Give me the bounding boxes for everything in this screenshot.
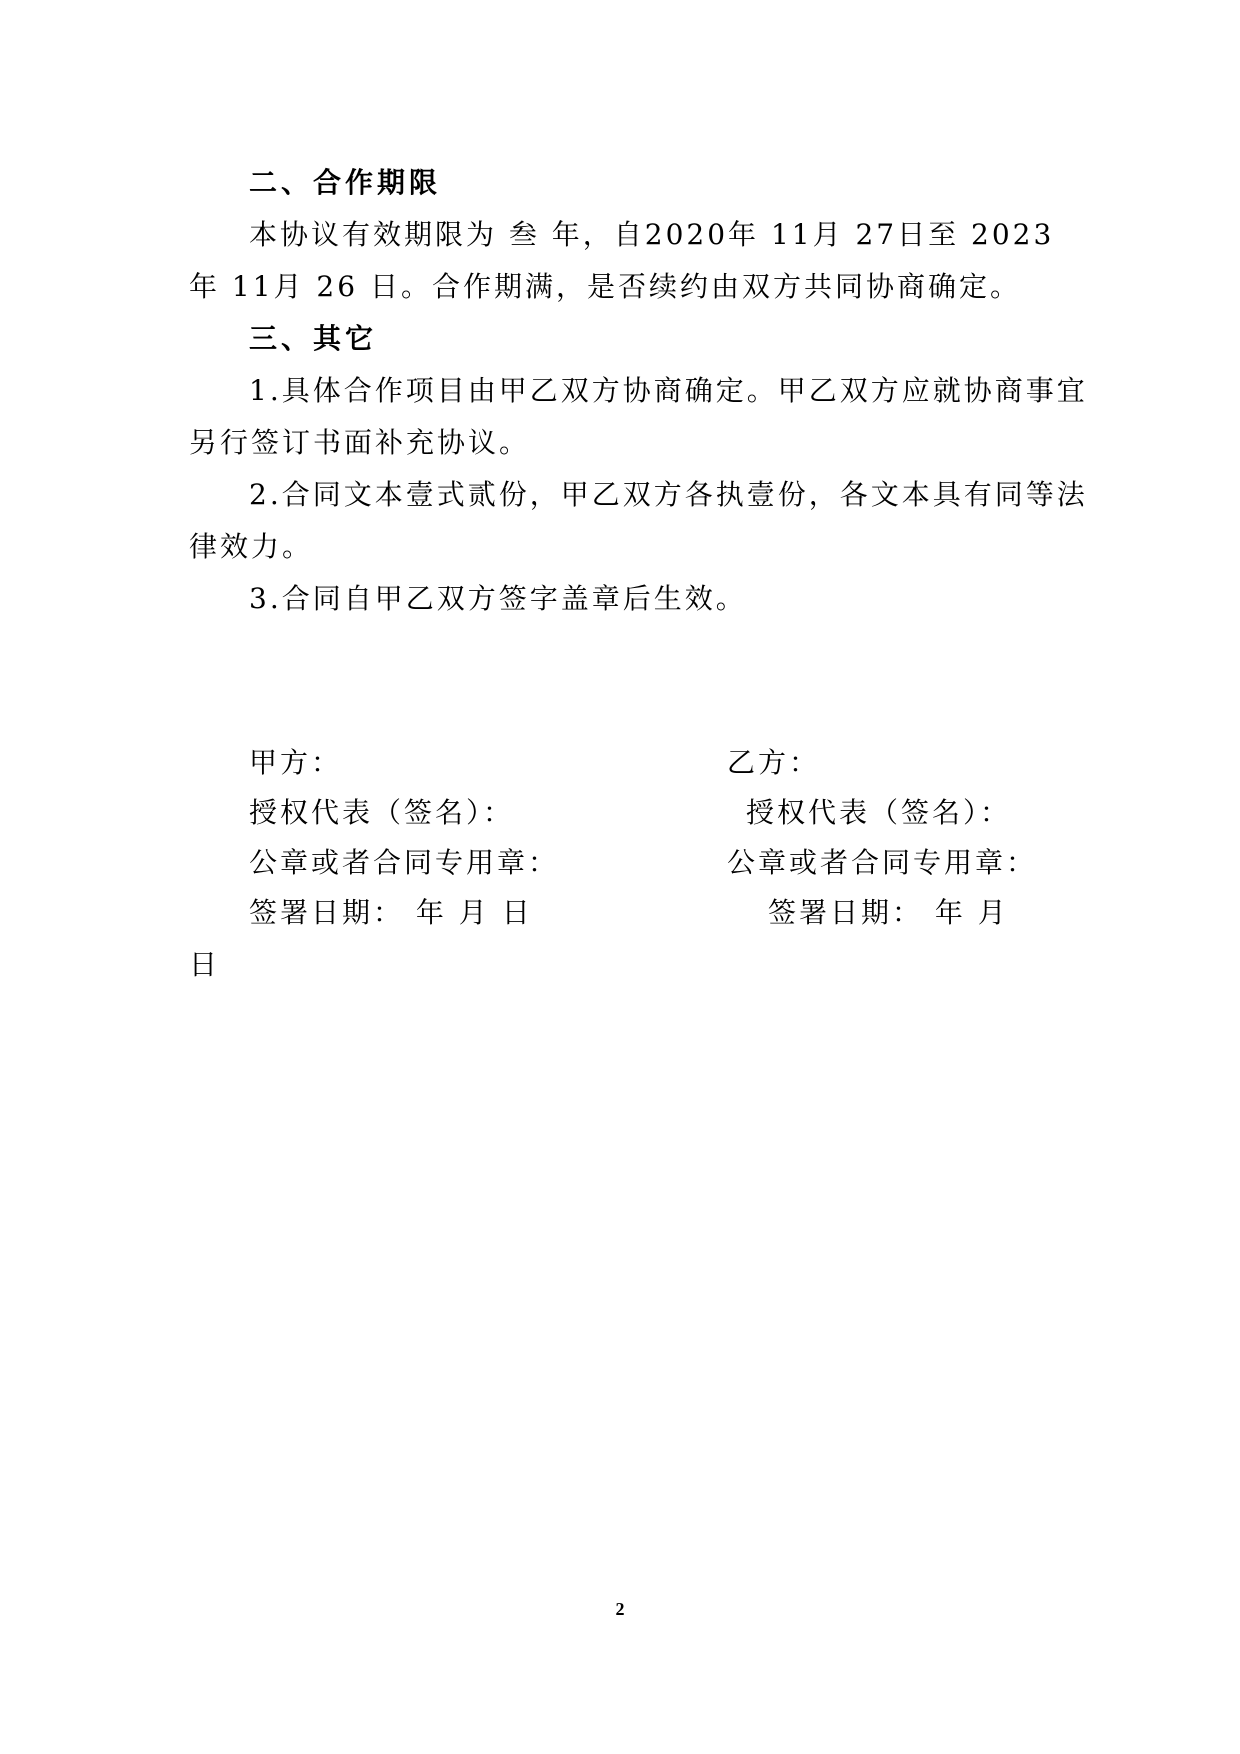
party-a-label: 甲方： [249,746,343,779]
page-number: 2 [615,1599,625,1619]
clause-2-line-1: 2.合同文本壹式贰份，甲乙双方各执壹份，各文本具有同等法 [249,478,1088,511]
clause-1-line-1: 1.具体合作项目由甲乙双方协商确定。甲乙双方应就协商事宜 [249,374,1088,407]
clause-3: 3.合同自甲乙双方签字盖章后生效。 [249,582,747,615]
party-b-label: 乙方： [727,746,821,779]
party-b-representative: 授权代表（签名）： [746,796,1012,829]
party-a-representative: 授权代表（签名）： [249,796,515,829]
section-heading-other: 三、其它 [249,322,378,355]
party-b-signing-date: 签署日期： 年 月 [768,896,1009,929]
section-heading-cooperation-term: 二、合作期限 [249,166,442,199]
party-a-seal: 公章或者合同专用章： [249,846,560,879]
party-a-signing-date: 签署日期： 年 月 日 [249,896,533,929]
party-b-seal: 公章或者合同专用章： [727,846,1038,879]
clause-2-line-2: 律效力。 [189,530,314,563]
term-paragraph-line-1: 本协议有效期限为 叁 年，自2020年 11月 27日至 2023 [249,218,1055,251]
term-paragraph-line-2: 年 11月 26 日。合作期满，是否续约由双方共同协商确定。 [189,270,1021,303]
party-b-signing-date-wrap: 日 [189,948,221,981]
clause-1-line-2: 另行签订书面补充协议。 [189,426,531,459]
